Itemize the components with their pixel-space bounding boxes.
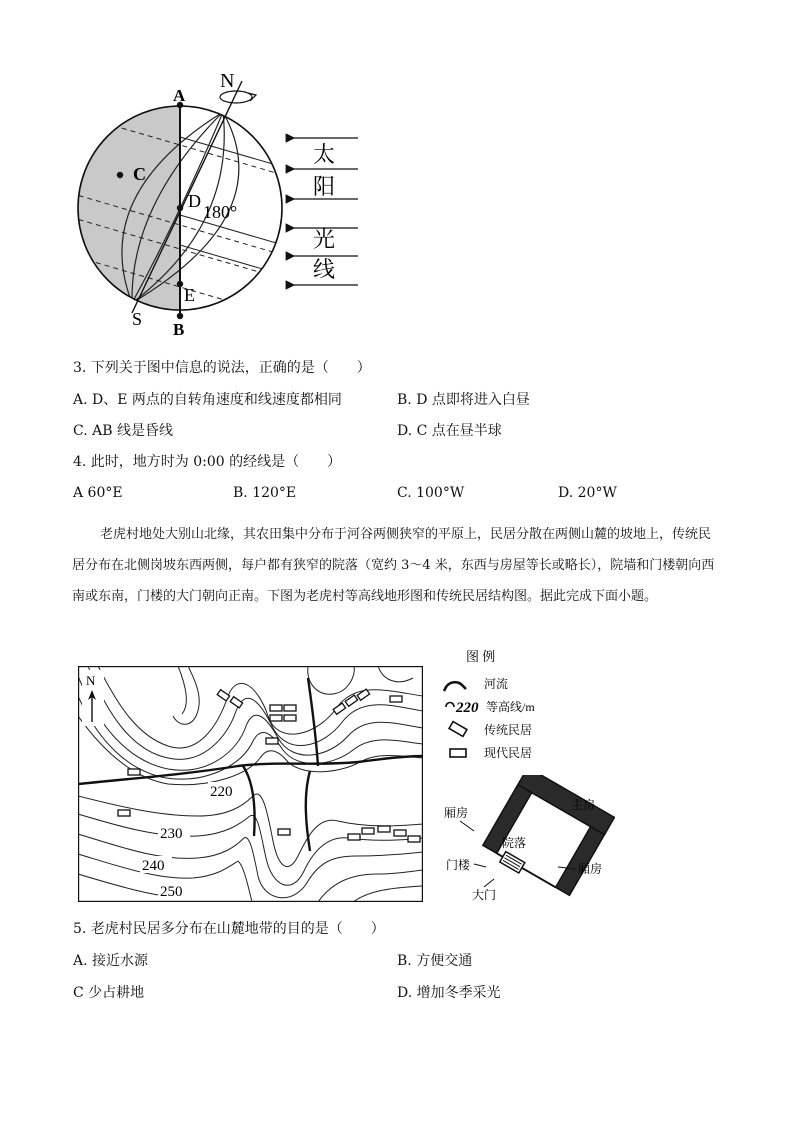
sun-char-2: 阳	[313, 174, 336, 199]
map-north-label: N	[86, 673, 96, 688]
q4-option-d: D. 20°W	[558, 485, 617, 501]
q4-option-c: C. 100°W	[397, 485, 465, 501]
point-e	[177, 281, 183, 287]
q5-option-a: A. 接近水源	[73, 953, 149, 969]
contour-label-230: 230	[160, 826, 183, 842]
q3-option-a: A. D、E 两点的自转角速度和线速度都相同	[73, 392, 342, 408]
legend-contour-icon	[446, 703, 454, 708]
q3-option-b: B. D 点即将进入白昼	[397, 392, 530, 408]
q3-option-d: D. C 点在昼半球	[397, 423, 502, 439]
legend-river: 河流	[484, 677, 509, 691]
label-b: B	[173, 320, 185, 339]
label-s: S	[132, 309, 143, 329]
legend-modern: 现代民居	[484, 746, 533, 760]
point-b	[177, 313, 183, 319]
label-main-house: 主房	[571, 798, 596, 812]
legend-traditional: 传统民居	[484, 723, 533, 737]
passage-text: 老虎村地处大别山北缘，其农田集中分布于河谷两侧狭窄的平原上，民居分散在两侧山麓的坡地上，传统民居分布在北侧岗坡东西两侧，每户都有狭窄的院落（宽约 3～4 米，东西与房屋等长或略长），院墙和门楼朝向西南或东南，门楼的大门朝向正南。下图为老虎村等高线地形图和传统民居结构图。据此完成下面小题。	[72, 527, 715, 604]
label-gate-tower: 门楼	[446, 858, 471, 872]
contour-label-220: 220	[210, 784, 233, 800]
q4-stem: 4. 此时，地方时为 0:00 的经线是（ ）	[73, 454, 342, 470]
map-legend	[440, 645, 570, 765]
legend-modern-icon	[450, 749, 466, 757]
contour-map	[78, 666, 423, 902]
q5-option-c: C 少占耕地	[73, 985, 145, 1001]
label-a: A	[173, 86, 186, 105]
globe-diagram	[70, 65, 370, 340]
q5-option-b: B. 方便交通	[397, 953, 473, 969]
q3-option-c: C. AB 线是昏线	[73, 423, 173, 439]
label-180: 180°	[203, 202, 238, 222]
sun-char-1: 太	[313, 142, 336, 167]
label-e: E	[184, 285, 195, 305]
q5-option-d: D. 增加冬季采光	[397, 985, 501, 1001]
q4-option-a: A 60°E	[73, 485, 123, 501]
contour-label-240: 240	[142, 858, 165, 874]
point-c	[117, 172, 123, 178]
label-wing-left: 厢房	[444, 806, 469, 820]
sun-char-4: 线	[313, 257, 336, 282]
wing-right	[556, 827, 605, 896]
label-d: D	[188, 191, 201, 211]
q3-stem: 3. 下列关于图中信息的说法，正确的是（ ）	[73, 360, 371, 376]
legend-contour: 等高线/m	[486, 700, 535, 714]
legend-traditional-icon	[449, 722, 467, 737]
label-courtyard: 院落	[502, 836, 527, 850]
legend-river-icon	[444, 682, 466, 691]
legend-title: 图 例	[466, 649, 496, 664]
label-c: C	[133, 164, 146, 184]
passage	[72, 519, 722, 612]
point-d	[177, 205, 183, 211]
legend-contour-number: 220	[456, 700, 479, 716]
house-structure-diagram	[440, 775, 615, 905]
main-house	[518, 775, 615, 835]
contour-label-250: 250	[160, 884, 183, 900]
label-gate: 大门	[472, 888, 497, 902]
q4-option-b: B. 120°E	[233, 485, 297, 501]
label-wing-right: 厢房	[578, 862, 603, 876]
sun-char-3: 光	[313, 227, 336, 252]
q5-stem: 5. 老虎村民居多分布在山麓地带的目的是（ ）	[73, 921, 385, 937]
label-n: N	[220, 70, 235, 92]
